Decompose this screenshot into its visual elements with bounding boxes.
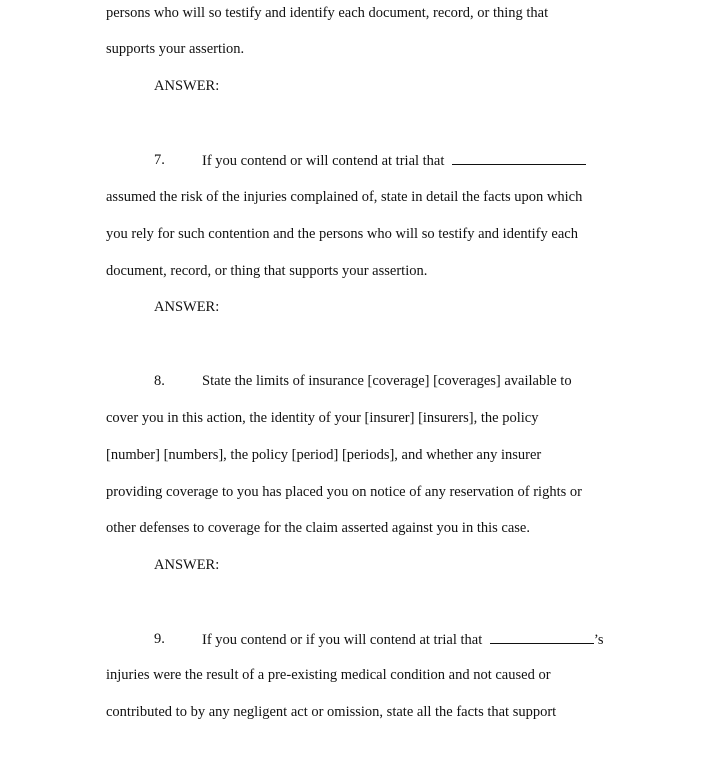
item-8-line-1: State the limits of insurance [coverage] [coverages] available to bbox=[202, 373, 572, 389]
item-9-line-1-text: If you contend or if you will contend at trial that bbox=[202, 632, 483, 648]
answer-label-6: ANSWER: bbox=[154, 78, 220, 94]
intro-line-1: persons who will so testify and identify each document, record, or thing that bbox=[106, 5, 549, 21]
item-7-line-4: document, record, or thing that supports your assertion. bbox=[106, 263, 428, 279]
answer-label-8: ANSWER: bbox=[154, 557, 220, 573]
item-7-line-3: you rely for such contention and the persons who will so testify and identify each bbox=[106, 226, 578, 242]
item-8-number: 8. bbox=[154, 373, 165, 389]
item-9-possessive: ’s bbox=[593, 632, 604, 648]
item-8-line-4: providing coverage to you has placed you on notice of any reservation of rights or bbox=[106, 484, 582, 500]
item-7-line-2: assumed the risk of the injuries complained of, state in detail the facts upon which bbox=[106, 189, 583, 205]
item-8-line-5: other defenses to coverage for the claim asserted against you in this case. bbox=[106, 520, 530, 536]
item-7-blank bbox=[452, 151, 586, 165]
item-8-line-3: [number] [numbers], the policy [period] [periods], and whether any insurer bbox=[106, 447, 542, 463]
item-9-line-2: injuries were the result of a pre-existing medical condition and not caused or bbox=[106, 667, 551, 683]
item-9-line-1 bbox=[202, 630, 604, 649]
item-9-line-3: contributed to by any negligent act or omission, state all the facts that support bbox=[106, 704, 557, 720]
item-7-line-1-text: If you contend or will contend at trial that bbox=[202, 153, 445, 169]
item-8-line-2: cover you in this action, the identity of your [insurer] [insurers], the policy bbox=[106, 410, 539, 426]
intro-line-2: supports your assertion. bbox=[106, 41, 245, 57]
item-9-blank bbox=[490, 630, 594, 644]
item-9-number: 9. bbox=[154, 631, 165, 647]
answer-label-7: ANSWER: bbox=[154, 299, 220, 315]
item-7-number: 7. bbox=[154, 152, 165, 168]
item-7-line-1 bbox=[202, 151, 586, 170]
